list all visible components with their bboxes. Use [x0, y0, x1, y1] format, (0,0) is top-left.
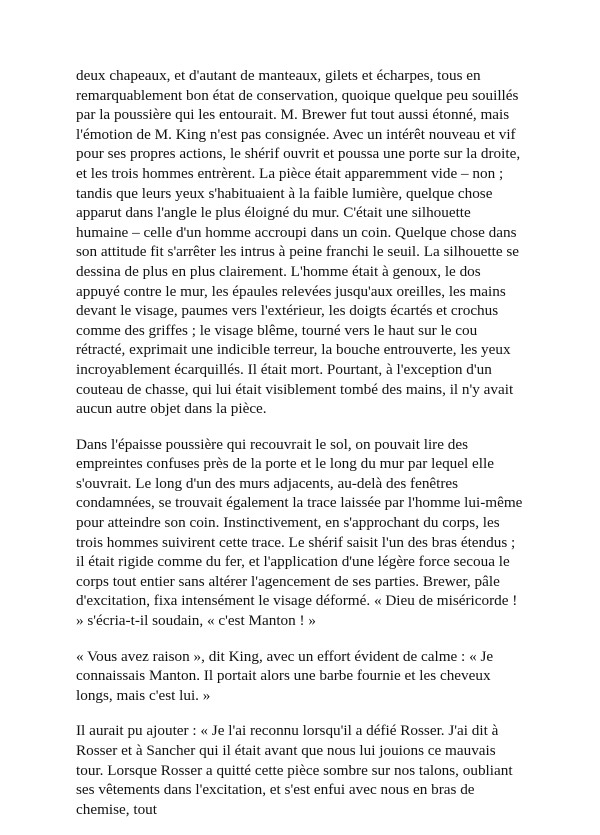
document-page — [76, 66, 524, 835]
paragraph-3: « Vous avez raison », dit King, avec un effort évident de calme : « Je connaissais Manton. Il portait alors une barbe fournie et les cheveux longs, mais c'est lui. » — [76, 647, 494, 704]
paragraph-4: Il aurait pu ajouter : « Je l'ai reconnu lorsqu'il a défié Rosser. J'ai dit à Rosser et à Sancher qui il était avant que nous lui jouions ce mauvais tour. Lorsque Rosser a quitté cette pièce sombre sur nos talons, oubliant ses vêtements dans l'excitation, et s'est enfui avec nous en bras de chemise, tout — [76, 722, 513, 818]
paragraph-2: Dans l'épaisse poussière qui recouvrait le sol, on pouvait lire des empreintes confuses près de la porte et le long du mur par lequel elle s'ouvrait. Le long d'un des murs adjacents, au-delà des fenêtres condamnées, se trouvait également la trace laissée par l'homme lui-même pour atteindre son coin. Instinctivement, en s'approchant du corps, les trois hommes suivirent cette trace. Le shérif saisit l'un des bras étendus ; il était rigide comme du fer, et l'application d'une légère force secoua le corps tout entier sans altérer l'agencement de ses parties. Brewer, pâle d'excitation, fixa intensément le visage déformé. « Dieu de miséricorde ! » s'écria-t-il soudain, « c'est Manton ! » — [76, 435, 523, 630]
paragraph-1: deux chapeaux, et d'autant de manteaux, gilets et écharpes, tous en remarquablement bon état de conservation, quoique quelque peu souillés par la poussière qui les entourait. M. Brewer fut tout aussi étonné, mais l'émotion de M. King n'est pas consignée. Avec un intérêt nouveau et vif pour ses propres actions, le shérif ouvrit et poussa une porte sur la droite, et les trois hommes entrèrent. La pièce était apparemment vide – non ; tandis que leurs yeux s'habituaient à la faible lumière, quelque chose apparut dans l'angle le plus éloigné du mur. C'était une silhouette humaine – celle d'un homme accroupi dans un coin. Quelque chose dans son attitude fit s'arrêter les intrus à peine franchi le seuil. La silhouette se dessina de plus en plus clairement. L'homme était à genoux, le dos appuyé contre le mur, les épaules relevées jusqu'aux oreilles, les mains devant le visage, paumes vers l'extérieur, les doigts écartés et crochus comme des griffes ; le visage blême, tourné vers le haut sur le cou rétracté, exprimait une indicible terreur, la bouche entrouverte, les yeux incroyablement écarquillés. Il était mort. Pourtant, à l'exception d'un couteau de chasse, qui lui était visiblement tombé des mains, il n'y avait aucun autre objet dans la pièce. — [76, 67, 521, 418]
